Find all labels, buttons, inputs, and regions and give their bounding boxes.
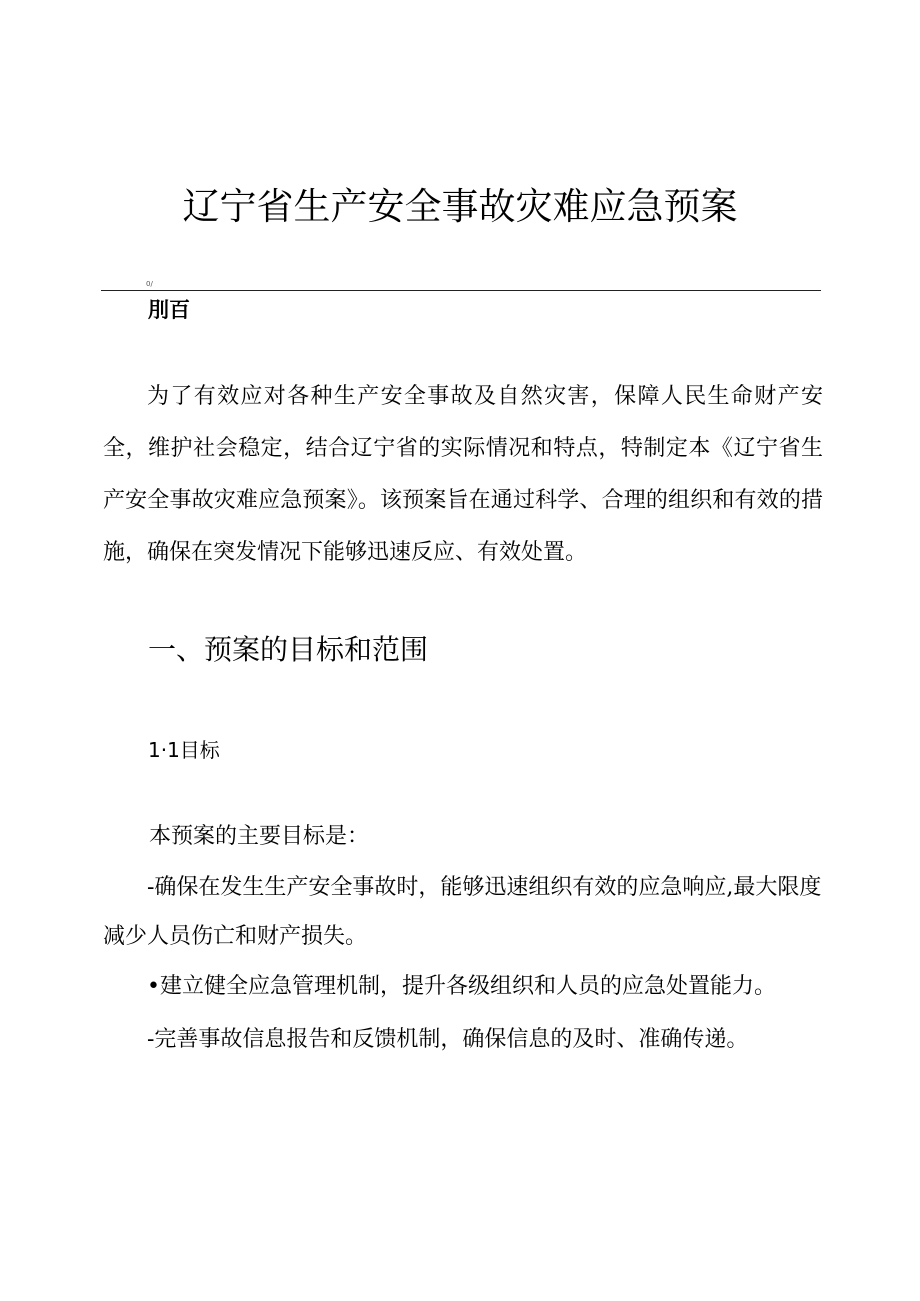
goal-item: •建立健全应急管理机制，提升各级组织和人员的应急处置能力。	[147, 974, 776, 999]
goal-item: -确保在发生生产安全事故时，能够迅速组织有效的应急响应,最大限度减少人员伤亡和财产损失。	[103, 875, 822, 949]
goals-intro: 本预案的主要目标是：	[149, 824, 370, 849]
header-divider	[101, 290, 821, 291]
section-1-heading: 一、预案的目标和范围	[148, 633, 429, 666]
preface-heading: 刖百	[148, 298, 190, 322]
preface-paragraph: 为了有效应对各种生产安全事故及自然灾害，保障人民生命财产安全，维护社会稳定，结合辽宁省的实际情况和特点，特制定本《辽宁省生产安全事故灾难应急预案》。该预案旨在通过科学、合理的组织和有效的措施，确保在突发情况下能够迅速反应、有效处置。	[103, 384, 823, 565]
header-rule-mark: 0/	[146, 280, 153, 288]
goal-item: -完善事故信息报告和反馈机制，确保信息的及时、准确传递。	[147, 1027, 749, 1052]
document-title: 辽宁省生产安全事故灾难应急预案	[182, 185, 738, 228]
subsection-1-1-heading: 1·1目标	[148, 738, 220, 762]
